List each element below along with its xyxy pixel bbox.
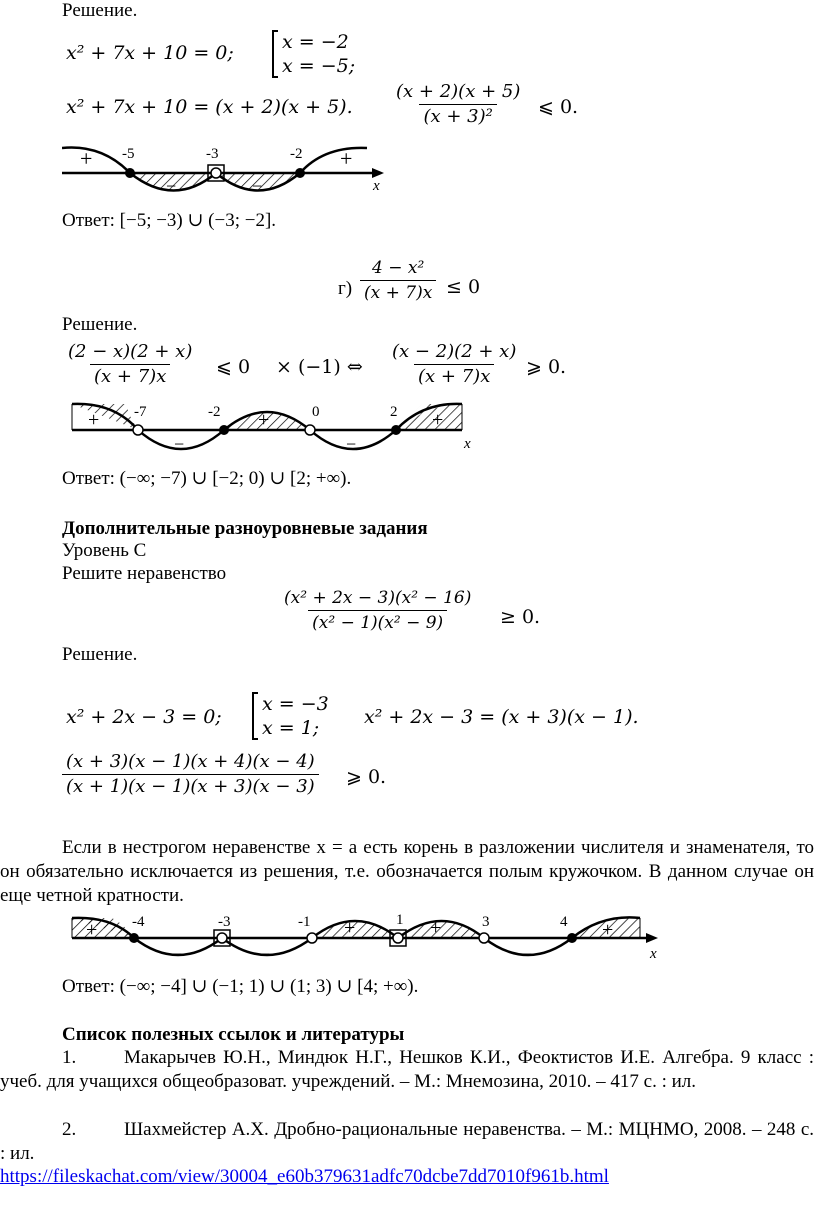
relation: ⩾ 0. [346,766,387,788]
denominator: (x + 3)² [419,104,496,129]
multiply-note: × (−1) ⇔ [276,356,363,378]
roots-system-1 [272,30,355,78]
relation: ≥ 0. [500,606,541,628]
sign-label: + [340,146,353,171]
tick-label: 3 [482,914,490,930]
sign-label: + [80,146,93,171]
relation: ⩽ 0 [216,356,251,378]
big-fraction [62,750,319,799]
denominator: (x + 7)x [360,280,436,305]
denominator: (x + 1)(x − 1)(x + 3)(x − 3) [62,774,319,799]
sign-label: + [344,917,356,939]
sign-label: − [174,434,185,454]
root-2: x = −5; [282,55,356,77]
axis-var: x [650,946,657,962]
ref-text: Макарычев Ю.Н., Миндюк Н.Г., Нешков К.И., Феоктистов И.Е. Алгебра. 9 класс : учеб. для учащихся общеобразоват. учреждений. – М.: Мнемозина, 2010. – 417 с. : ил. [0,1047,814,1092]
sign-label: + [88,409,100,431]
solution-label-3: Решение. [62,644,138,665]
ref-number: 1. [62,1047,77,1068]
tick-label: 2 [390,404,398,420]
source-link[interactable]: https://fileskachat.com/view/30004_e60b379631adfc70dcbe7dd7010f961b.html [0,1166,609,1187]
numerator: (x + 3)(x − 1)(x + 4)(x − 4) [66,751,315,772]
answer-2: Ответ: (−∞; −7) ∪ [−2; 0) ∪ [2; +∞). [62,468,352,489]
task-fraction-3 [280,586,475,635]
equation-3: x² + 2x − 3 = 0; [66,706,222,728]
solution-label-2: Решение. [62,314,138,335]
factorization-1: x² + 7x + 10 = (x + 2)(x + 5). [66,96,353,118]
number-line-1 [62,138,392,192]
tick-label: -2 [208,404,221,420]
axis-var: x [464,436,471,452]
ref-text: Шахмейстер А.Х. Дробно-рациональные неравенства. – М.: МЦНМО, 2008. – 248 с. : ил. [0,1119,814,1164]
task-label-g: г) [338,278,353,299]
sign-label: + [430,917,442,939]
sign-label: + [432,409,444,431]
tick-label: -3 [218,914,231,930]
section-heading: Дополнительные разноуровневые задания [62,518,428,539]
relation: ⩾ 0. [526,356,567,378]
tick-label: -5 [122,146,135,162]
roots-system-3 [252,692,329,740]
sign-label: + [258,409,270,431]
level-label: Уровень С [62,540,147,561]
axis-var: x [373,178,380,192]
denominator: (x + 7)x [414,364,494,389]
sign-label: − [172,944,183,964]
solution-label-1: Решение. [62,0,138,21]
sign-label: − [252,176,263,192]
equation-1: x² + 7x + 10 = 0; [66,42,234,64]
ref-item-1 [0,1046,814,1094]
sign-label: + [86,919,98,941]
sign-label: − [522,944,533,964]
tick-label: -1 [298,914,311,930]
root-1: x = −2 [282,31,349,53]
fraction-2a [64,340,196,389]
root-1: x = −3 [262,693,329,715]
ref-item-2 [0,1118,814,1166]
sign-label: − [260,944,271,964]
numerator: (x² + 2x − 3)(x² − 16) [284,588,472,608]
numerator: (x + 2)(x + 5) [396,81,521,102]
tick-label: -3 [206,146,219,162]
task-prompt: Решите неравенство [62,563,227,584]
numerator: (x − 2)(2 + x) [392,341,517,362]
tick-label: -2 [290,146,303,162]
tick-label: -4 [132,914,145,930]
number-line-2 [62,396,482,456]
denominator: (x + 7)x [90,364,170,389]
factorization-3: x² + 2x − 3 = (x + 3)(x − 1). [364,706,639,728]
tick-label: -7 [134,404,147,420]
answer-3: Ответ: (−∞; −4] ∪ (−1; 1) ∪ (1; 3) ∪ [4; +∞). [62,976,419,997]
fraction-2b [388,340,520,389]
answer-1: Ответ: [−5; −3) ∪ (−3; −2]. [62,210,277,231]
refs-heading: Список полезных ссылок и литературы [62,1024,405,1045]
task-fraction-2 [360,256,436,305]
sign-label: − [346,434,357,454]
sign-label: − [166,176,177,192]
number-line-3 [62,910,662,968]
relation: ≤ 0 [446,276,481,298]
note-paragraph: Если в нестрогом неравенстве x = a есть корень в разложении числителя и знаменателя, то он обязательно исключается из решения, т.е. обозначается полым кружочком. В данном случае он еще четной кратности. [0,837,814,906]
numerator: (2 − x)(2 + x) [68,341,193,362]
ref-number: 2. [62,1119,77,1140]
tick-label: 1 [396,912,404,928]
sign-label: + [602,919,614,941]
root-2: x = 1; [262,717,320,739]
tick-label: 0 [312,404,320,420]
relation: ⩽ 0. [538,96,579,118]
tick-label: 4 [560,914,568,930]
inequality-fraction-1 [392,80,524,129]
numerator: 4 − x² [372,258,425,278]
denominator: (x² − 1)(x² − 9) [308,610,447,635]
